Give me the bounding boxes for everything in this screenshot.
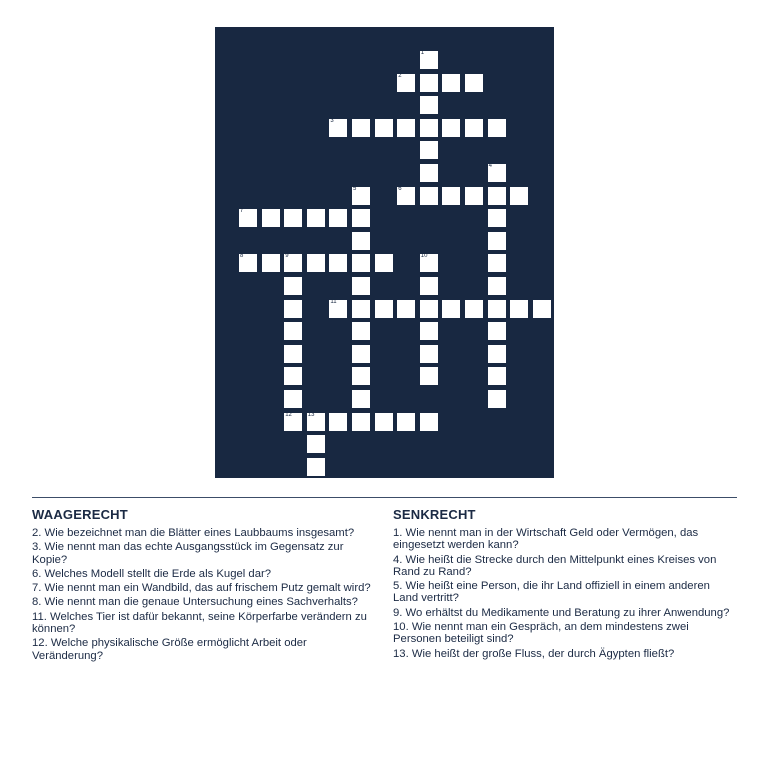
crossword-cell[interactable] (396, 299, 416, 319)
crossword-cell[interactable] (487, 118, 507, 138)
crossword-cell[interactable] (283, 299, 303, 319)
clue-across-8: 8. Wie nennt man die genaue Untersuchung eines Sachverhalts? (32, 596, 358, 609)
clue-number: 13 (307, 411, 315, 418)
crossword-grid (215, 27, 554, 478)
crossword-cell[interactable] (419, 140, 439, 160)
crossword-cell[interactable] (419, 118, 439, 138)
crossword-cell[interactable] (419, 366, 439, 386)
crossword-cell[interactable] (419, 276, 439, 296)
crossword-cell[interactable] (487, 366, 507, 386)
crossword-cell[interactable] (509, 299, 529, 319)
crossword-cell[interactable] (351, 276, 371, 296)
crossword-cell[interactable] (464, 73, 484, 93)
clue-number: 7 (240, 208, 244, 215)
clue-number: 9 (285, 253, 289, 260)
crossword-cell[interactable] (306, 253, 326, 273)
across-clues (32, 507, 377, 664)
across-heading: WAAGERECHT (32, 507, 128, 522)
clue-number: 6 (398, 185, 402, 192)
clue-across-11: 11. Welches Tier ist dafür bekannt, seine Körperfarbe verändern zu können? (32, 610, 367, 636)
clue-number: 2 (398, 72, 402, 79)
crossword-cell[interactable] (374, 118, 394, 138)
crossword-cell[interactable] (487, 321, 507, 341)
crossword-cell[interactable] (283, 321, 303, 341)
crossword-cell[interactable] (487, 186, 507, 206)
crossword-cell[interactable] (328, 208, 348, 228)
divider (32, 497, 737, 498)
crossword-cell[interactable] (351, 389, 371, 409)
crossword-cell[interactable] (487, 231, 507, 251)
clue-down-5: 5. Wie heißt eine Person, die ihr Land offiziell in einem anderen Land vertritt? (393, 580, 710, 605)
crossword-cell[interactable] (419, 95, 439, 115)
clue-number: 5 (353, 185, 357, 192)
crossword-cell[interactable] (441, 118, 461, 138)
clue-across-3: 3. Wie nennt man das echte Ausgangsstück im Gegensatz zur Kopie? (32, 541, 344, 566)
clue-number: 4 (488, 163, 492, 169)
crossword-cell[interactable] (464, 118, 484, 138)
crossword-cell[interactable] (396, 118, 416, 138)
crossword-cell[interactable] (261, 253, 281, 273)
crossword-cell[interactable] (441, 299, 461, 319)
crossword-cell[interactable] (487, 208, 507, 228)
clue-down-4: 4. Wie heißt die Strecke durch den Mittelpunkt eines Kreises von Rand zu Rand? (393, 553, 717, 578)
crossword-cell[interactable] (283, 366, 303, 386)
clue-down-1: 1. Wie nennt man in der Wirtschaft Geld oder Vermögen, das eingesetzt werden kann? (393, 527, 699, 552)
crossword-cell[interactable] (351, 231, 371, 251)
crossword-cell[interactable] (419, 299, 439, 319)
crossword-cell[interactable] (306, 208, 326, 228)
crossword-cell[interactable] (419, 412, 439, 432)
crossword-cell[interactable] (374, 253, 394, 273)
clue-down-10: 10. Wie nennt man ein Gespräch, an dem mindestens zwei Personen beteiligt sind? (393, 621, 689, 646)
crossword-cell[interactable] (351, 366, 371, 386)
clue-number: 1 (420, 50, 425, 56)
crossword-cell[interactable] (351, 253, 371, 273)
clue-across-7: 7. Wie nennt man ein Wandbild, das auf frischem Putz gemalt wird? (32, 582, 371, 595)
crossword-cell[interactable] (351, 344, 371, 364)
crossword-cell[interactable] (283, 344, 303, 364)
crossword-cell[interactable] (283, 276, 303, 296)
crossword-cell[interactable] (328, 412, 348, 432)
clue-number: 8 (240, 253, 244, 260)
clue-number: 11 (330, 298, 337, 305)
crossword-cell[interactable] (374, 412, 394, 432)
crossword-cell[interactable] (283, 208, 303, 228)
clue-across-2: 2. Wie bezeichnet man die Blätter eines Laubbaums insgesamt? (32, 527, 355, 539)
crossword-cell[interactable] (351, 299, 371, 319)
clue-number: 12 (285, 411, 292, 418)
crossword-cell[interactable] (283, 389, 303, 409)
crossword-cell[interactable] (306, 457, 326, 477)
crossword-cell[interactable] (351, 412, 371, 432)
clue-down-9: 9. Wo erhältst du Medikamente und Beratung zu ihrer Anwendung? (393, 606, 730, 619)
crossword-cell[interactable] (374, 299, 394, 319)
crossword-cell[interactable] (419, 186, 439, 206)
crossword-cell[interactable] (464, 186, 484, 206)
crossword-cell[interactable] (419, 321, 439, 341)
clue-number: 10 (420, 253, 428, 260)
crossword-cell[interactable] (532, 299, 552, 319)
clue-across-6: 6. Welches Modell stellt die Erde als Kugel dar? (32, 567, 272, 580)
crossword-cell[interactable] (351, 321, 371, 341)
crossword-cell[interactable] (441, 186, 461, 206)
crossword-cell[interactable] (351, 208, 371, 228)
crossword-cell[interactable] (306, 434, 326, 454)
down-heading: SENKRECHT (393, 507, 476, 522)
crossword-cell[interactable] (328, 253, 348, 273)
crossword-cell[interactable] (396, 412, 416, 432)
crossword-cell[interactable] (487, 389, 507, 409)
crossword-cell[interactable] (419, 344, 439, 364)
clue-number: 3 (330, 117, 334, 124)
crossword-cell[interactable] (441, 73, 461, 93)
clue-down-13: 13. Wie heißt der große Fluss, der durch Ägypten fließt? (393, 647, 675, 660)
clue-across-12: 12. Welche physikalische Größe ermöglicht Arbeit oder Veränderung? (32, 637, 307, 662)
crossword-cell[interactable] (464, 299, 484, 319)
crossword-cell[interactable] (487, 344, 507, 364)
crossword-cell[interactable] (487, 276, 507, 296)
down-clues (393, 507, 738, 662)
crossword-cell[interactable] (261, 208, 281, 228)
crossword-cell[interactable] (487, 299, 507, 319)
crossword-cell[interactable] (419, 73, 439, 93)
crossword-cell[interactable] (509, 186, 529, 206)
crossword-cell[interactable] (487, 253, 507, 273)
crossword-cell[interactable] (351, 118, 371, 138)
crossword-cell[interactable] (419, 163, 439, 183)
